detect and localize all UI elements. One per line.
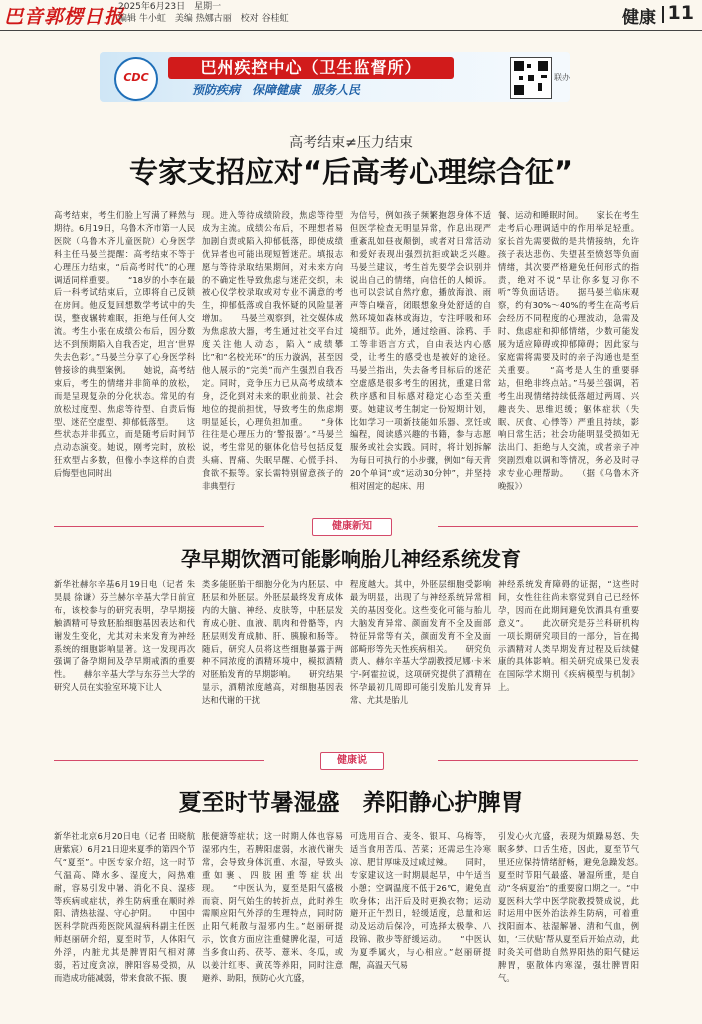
article3-title: 夏至时节暑湿盛 养阳静心护脾胃	[178, 790, 524, 816]
section-title: 健康	[622, 8, 656, 28]
page-number: 11	[667, 2, 694, 24]
article1-title: 专家支招应对“后高考心理综合征”	[128, 155, 574, 189]
qr-code-icon	[510, 57, 552, 99]
article1-column-3: 为信号，例如孩子频繁抱怨身体不适但医学检查无明显异常，作息出现严重紊乱如昼夜颠倒，或者对日常活动和爱好表现出强烈抗拒或缺乏兴趣。 马晏兰建议，考生首先要学会识别并说出自己的情绪，向信任的人倾诉。也可以尝试自然疗愈，播放海浪、雨声等白噪音，闭眼想象身处舒适的自然环境如森林或海边，专注呼吸和环境细节。此外，通过绘画、涂鸦、手工等非语言方式，自由表达内心感受，让考生的感受也是被好的途径。 马晏兰指出，失去备考目标后的迷茫空虚感是很多考生的困扰，重建日常秩序感和目标感对稳定心态至关重要。她建议考生制定一份短期计划，比如学习一项新技能如乐器、烹饪或编程，阅读感兴趣的书籍，参与志愿服务或社会实践。同时，将计划拆解为每日可执行的小步骤，例如“每天背20个单词”或“运动30分钟”，并坚持相对固定的起床、用	[350, 210, 491, 492]
article2-tag-rule-right	[438, 526, 638, 527]
issue-info	[118, 1, 289, 25]
date-line: 2025年6月23日 星期一	[118, 2, 222, 12]
paper-name: 巴音郭楞日报	[4, 6, 125, 28]
cdc-banner	[100, 52, 570, 102]
editor-line: 编辑 牛小虹 美编 热娜古丽 校对 谷桂虹	[118, 14, 289, 24]
masthead-rule	[0, 30, 702, 31]
article2-tag-rule-left	[54, 526, 264, 527]
article2-column-1: 新华社赫尔辛基6月19日电（记者 朱昊晨 徐谦）芬兰赫尔辛基大学日前宣布，该校参与的研究表明，孕早期接触酒精可导致胚胎细胞基因表达和代谢发生变化，尤其对未来发育为神经系统的细胞影响显著。这一发现再次强调了备孕期间及孕早期戒酒的重要性。 赫尔辛基大学与东芬兰大学的研究人员在实验室环境下让人	[54, 579, 195, 693]
article2-column-2: 类多能胚胎干细胞分化为内胚层、中胚层和外胚层。外胚层最终发育成体内的大脑、神经、皮肤等，中胚层发育成心脏、血液、肌肉和骨骼等，内胚层则发育成肺、肝、胰腺和肠等。随后，研究人员将这些细胞暴露于两种不同浓度的酒精环境中，模拟酒精对胚胎发育的早期影响。 研究结果显示，酒精浓度越高，对细胞基因表达和代谢的干扰	[202, 579, 343, 706]
article2-column-3: 程度越大。其中，外胚层细胞受影响最为明显，出现了与神经系统异常相关的基因变化。这些变化可能与胎儿大脑发育异常、颜面发育不全及面部特征异常等有关，颜面发育不全及面部畸形等先天性疾病相关。 研究负责人、赫尔辛基大学副教授尼娜·卡米宁-阿霍拉说，这项研究提供了酒精在怀孕最初几周即可能引发胎儿发育异常、尤其是胎儿	[350, 579, 491, 706]
article2-column-4: 神经系统发育障碍的证据，“这些时间，女性往往尚未察觉到自己已经怀孕，因而在此期间避免饮酒具有重要意义”。 此次研究是芬兰科研机构一项长期研究项目的一部分，旨在揭示酒精对人类早期发育过程及后续健康的具体影响。相关研究成果已发表在国际学术期刊《疾病模型与机制》上。	[498, 579, 639, 693]
article1-column-2: 现。进入等待成绩阶段，焦虑等待型成为主流。成绩公布后，不理想者易加剧自责或陷入抑郁低落，即使成绩优异者也可能出现短暂迷茫。填报志愿与等待录取结果期间，对未来方向的不确定性导致焦虑与迷茫交织，未被心仪学校录取或对专业不满意的考生，抑郁低落或自我怀疑的风险显著增加。 马晏兰观察到，社交媒体成为焦虑放大器，考生通过社交平台过度关注他人动态，陷入“成绩攀比”和“名校光环”的压力漩涡，甚至因他人展示的“完美”而产生强烈自我否定。同时，竞争压力已从高考成绩本身，泛化到对未来的职业前景、社会地位的提前担忧，导致考生的焦虑期明显延长，心理负担加重。 “身体往往是心理压力的‘警报器’。”马晏兰说，考生常见的躯体化信号包括反复头痛、胃痛、失眠早醒、心慌手抖、食欲不振等。家长需特别留意孩子的非典型行	[202, 210, 343, 492]
masthead	[0, 0, 702, 30]
article2-tag: 健康新知	[312, 518, 392, 536]
banner-slogan: 预防疾病 保障健康 服务人民	[192, 83, 361, 97]
cdc-logo-text: CDC	[123, 71, 149, 84]
article3-tag-rule-right	[438, 760, 638, 761]
article3-column-2: 胀便溏等症状；这一时期人体也容易湿邪内生，若脾阳虚弱，水液代谢失常，会导致身体沉重、水湿，导致头重如裹、四肢困重等症状出现。 “中医认为，夏至是阳气盛极而衰、阴气始生的转折点，此时养生需顺应阳气外浮的生理特点，同时防止阳气耗散与湿邪内生。”赵丽研提示，饮食方面应注重健脾化湿，可适当多食山药、茯苓、薏米、冬瓜，或以姜汁红枣、黄芪等养阳，同时注意避养、助阳，预防心火亢盛，	[202, 831, 343, 983]
article2-title: 孕早期饮酒可能影响胎儿神经系统发育	[181, 547, 521, 571]
article3-column-1: 新华社北京6月20日电（记者 田晓航 唐紫宸）6月21日迎来夏季的第四个节气“夏至”。中医专家介绍，这一时节气温高、降水多、湿度大，闷热难耐，容易引发中暑、消化不良、湿疹等疾病或症状，养生防病重在顺时养阳、清热祛湿、守心护阴。 中国中医科学院西苑医院风湿病科副主任医师赵丽研介绍，夏至时节，人体阳气外浮，内脏尤其是脾胃阳气相对薄弱，若过度贪凉，脾阳容易受损，从而造成功能减弱，带来食欲不振、腹	[54, 831, 195, 983]
article3-column-4: 引发心火亢盛，表现为烦躁易怒、失眠多梦、口舌生疮，因此，夏至节气里还应保持情绪舒畅，避免急躁发怒。 夏至时节阳气最盛、暑湿所重，是自动“冬病夏治”的重要窗口期之一。“中夏医科大学中医学院教授赞成说，此时运用中医外治法养生防病，可着重找阳面本、祛湿解暑、清和气血，例如，‘三伏贴’帮从夏至后开始点动，此时灸关可借助自然界阳热的阳气健运脾胃，驱散体内寒湿，强壮脾胃阳气。	[498, 831, 639, 983]
article3-tag-rule-left	[54, 760, 264, 761]
article1-column-4: 餐、运动和睡眠时间。 家长在考生走考后心理调适中的作用举足轻重。家长首先需要做的是共情接纳，允许孩子表达悲伤、失望甚至愤怒等负面情绪，其次要严格避免任何形式的指责，绝对不说“早让你多复习你不听”等负面话语。 据马晏兰临床观察，约有30%～40%的考生在高考后会经历不同程度的心理波动，急需及时、焦虑症和抑郁情绪，少数可能发展为适应障碍或抑郁障碍；因此家与家庭需将需要及时的亲子沟通也是至关重要。 “高考是人生的重要驿站，但绝非终点站。”马晏兰强调，若考生出现情绪持续低落超过两周、兴趣丧失、思维迟缓；躯体症状（失眠、厌食、心悸等）严重且持续，影响日常生活；社会功能明显受损如无法出门、拒绝与人交流，或者亲子冲突剧烈难以调和等情况，务必及时寻求专业心理帮助。 （据《乌鲁木齐晚报》）	[498, 210, 639, 492]
cdc-logo-icon	[114, 57, 158, 101]
banner-org-name: 巴州疾控中心（卫生监督所）	[168, 57, 454, 79]
article1-column-1: 高考结束，考生们脸上写满了释然与期待。6月19日，乌鲁木齐市第一人民医院（乌鲁木齐儿童医院）心身医学科主任马晏兰提醒：高考结束不等于心理压力结束，“后高考时代”的心理调适同样重要。 “18岁的小李在最后一科考试结束后，立即将自己反锁在房间。他反复回想数学考试中的失误，整夜辗转难眠，拒绝与任何人交流。考生小张在成绩公布后，因分数达不到预期陷入自我否定，坦言‘世界失去色彩’。”马晏兰分享了心身医学科曾接诊的典型案例。 她说，高考结束后，考生的情绪并非简单的放松，而是呈现复杂的分化状态。常见的有放松过度型、焦虑等待型、自责后悔型、迷茫空虚型、抑郁低落型。 这些状态并非孤立，而是随考后时间节点动态演变。她说，刚考完时，放松狂欢型占多数，但像小李这样的自责后悔型也同时出	[54, 210, 195, 479]
article3-column-3: 可选用百合、麦冬、银耳、乌梅等，适当食用苦瓜、苦菜；还需忌生冷寒凉、肥甘厚味及过咸过辣。 同时，专家建议这一时期晨起早，中午适当小憩；空调温度不低于26℃，避免直吹身体；出汗后及时更换衣物；运动避开正午烈日，轻缓适度，总量和运动及运动后保冷，可选择太极拳、八段锦、散步等舒缓运动。 “中医认为夏季属火，与心相应。”赵丽研提醒，高温天气易	[350, 831, 491, 971]
section-divider	[662, 6, 664, 23]
article1-kicker: 高考结束≠压力结束	[289, 135, 413, 151]
article3-tag: 健康说	[320, 752, 384, 770]
qr-label: 联办	[554, 73, 570, 82]
